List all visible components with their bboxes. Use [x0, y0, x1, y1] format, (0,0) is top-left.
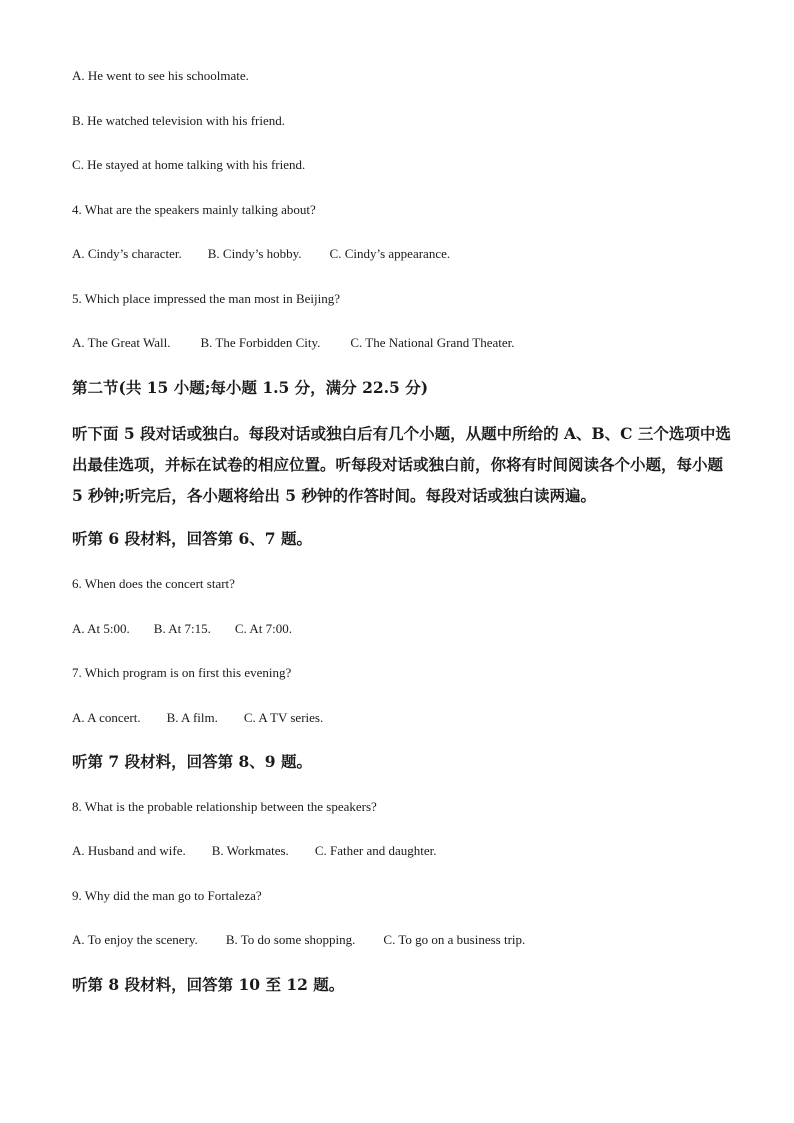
q8-option-c: C. Father and daughter. — [314, 843, 437, 858]
q5-stem: 5. Which place impressed the man most in Beijing? — [72, 291, 341, 306]
q9-options — [72, 932, 525, 948]
q7-option-c: C. A TV series. — [243, 710, 324, 725]
q4-option-a: A. Cindy’s character. — [72, 246, 182, 261]
q9-option-a: A. To enjoy the scenery. — [72, 932, 198, 947]
material-6-heading: 听第 6 段材料，回答第 6、7 题。 — [72, 529, 312, 548]
q4-option-b: B. Cindy’s hobby. — [207, 246, 302, 261]
q4-option-c: C. Cindy’s appearance. — [329, 246, 451, 261]
q7-option-b: B. A film. — [166, 710, 218, 725]
q9-option-c: C. To go on a business trip. — [383, 932, 526, 947]
q6-options — [72, 621, 292, 637]
q3-option-a: A. He went to see his schoolmate. — [72, 68, 249, 83]
q8-option-a: A. Husband and wife. — [72, 843, 186, 858]
q5-option-b: B. The Forbidden City. — [200, 335, 321, 350]
q4-options — [72, 246, 450, 262]
q6-option-b: B. At 7:15. — [153, 621, 211, 636]
q9-stem: 9. Why did the man go to Fortaleza? — [72, 888, 262, 903]
q7-option-a: A. A concert. — [72, 710, 141, 725]
q5-option-c: C. The National Grand Theater. — [350, 335, 515, 350]
section-2-instructions: 听下面 5 段对话或独白。每段对话或独白后有几个小题，从题中所给的 A、B、C 三个选项中选出最佳选项，并标在试卷的相应位置。听每段对话或独白前，你将有时间阅读各个小题，每小题 5 秒钟;听完后，各小题将给出 5 秒钟的作答时间。每段对话或独白读两遍。 — [72, 424, 731, 505]
q5-options — [72, 335, 515, 351]
q8-stem: 8. What is the probable relationship between the speakers? — [72, 799, 377, 814]
material-8-heading: 听第 8 段材料，回答第 10 至 12 题。 — [72, 975, 345, 994]
q3-option-c: C. He stayed at home talking with his friend. — [72, 157, 306, 172]
q9-option-b: B. To do some shopping. — [225, 932, 356, 947]
q3-option-b: B. He watched television with his friend. — [72, 113, 286, 128]
section-2-title: 第二节(共 15 小题;每小题 1.5 分，满分 22.5 分) — [72, 378, 429, 397]
q7-options — [72, 710, 323, 726]
q8-options — [72, 843, 436, 859]
q6-option-c: C. At 7:00. — [234, 621, 292, 636]
q8-option-b: B. Workmates. — [211, 843, 289, 858]
q5-option-a: A. The Great Wall. — [72, 335, 171, 350]
q4-stem: 4. What are the speakers mainly talking about? — [72, 202, 316, 217]
q6-option-a: A. At 5:00. — [72, 621, 130, 636]
q7-stem: 7. Which program is on first this evening? — [72, 665, 292, 680]
q6-stem: 6. When does the concert start? — [72, 576, 235, 591]
material-7-heading: 听第 7 段材料，回答第 8、9 题。 — [72, 752, 312, 771]
